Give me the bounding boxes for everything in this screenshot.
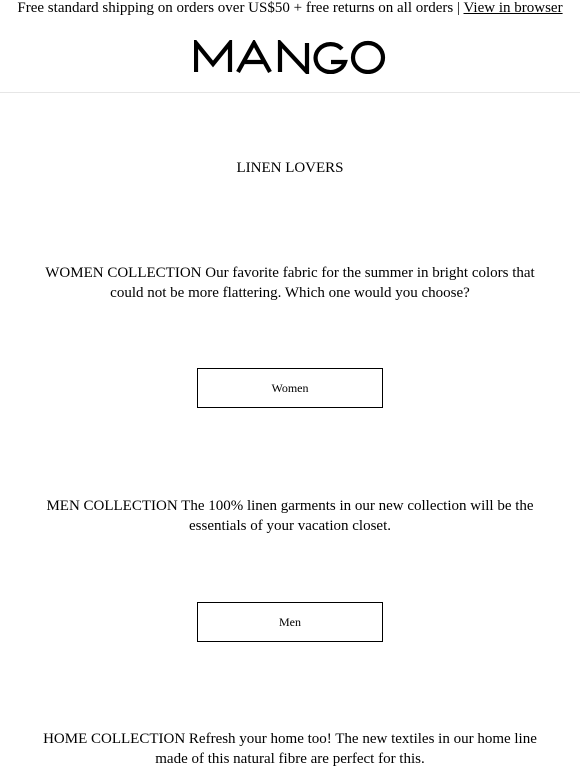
shipping-banner-text: Free standard shipping on orders over US$50 + free returns on all orders |	[17, 0, 464, 16]
view-in-browser-link[interactable]: View in browser	[463, 0, 563, 16]
women-collection-text: WOMEN COLLECTION Our favorite fabric for the summer in bright colors that could not be more flattering. Which one would you choose?	[45, 265, 535, 301]
men-button[interactable]: Men	[197, 602, 383, 642]
men-collection-text: MEN COLLECTION The 100% linen garments in our new collection will be the essentials of your vacation closet.	[46, 498, 534, 534]
women-button[interactable]: Women	[197, 368, 383, 408]
mango-logo-mark	[194, 40, 386, 74]
shipping-banner	[0, 0, 580, 20]
mango-logo[interactable]	[0, 34, 580, 80]
home-collection-text: HOME COLLECTION Refresh your home too! The new textiles in our home line made of this natural fibre are perfect for this.	[43, 731, 537, 767]
header-divider	[0, 92, 580, 93]
headline: LINEN LOVERS	[236, 160, 344, 176]
